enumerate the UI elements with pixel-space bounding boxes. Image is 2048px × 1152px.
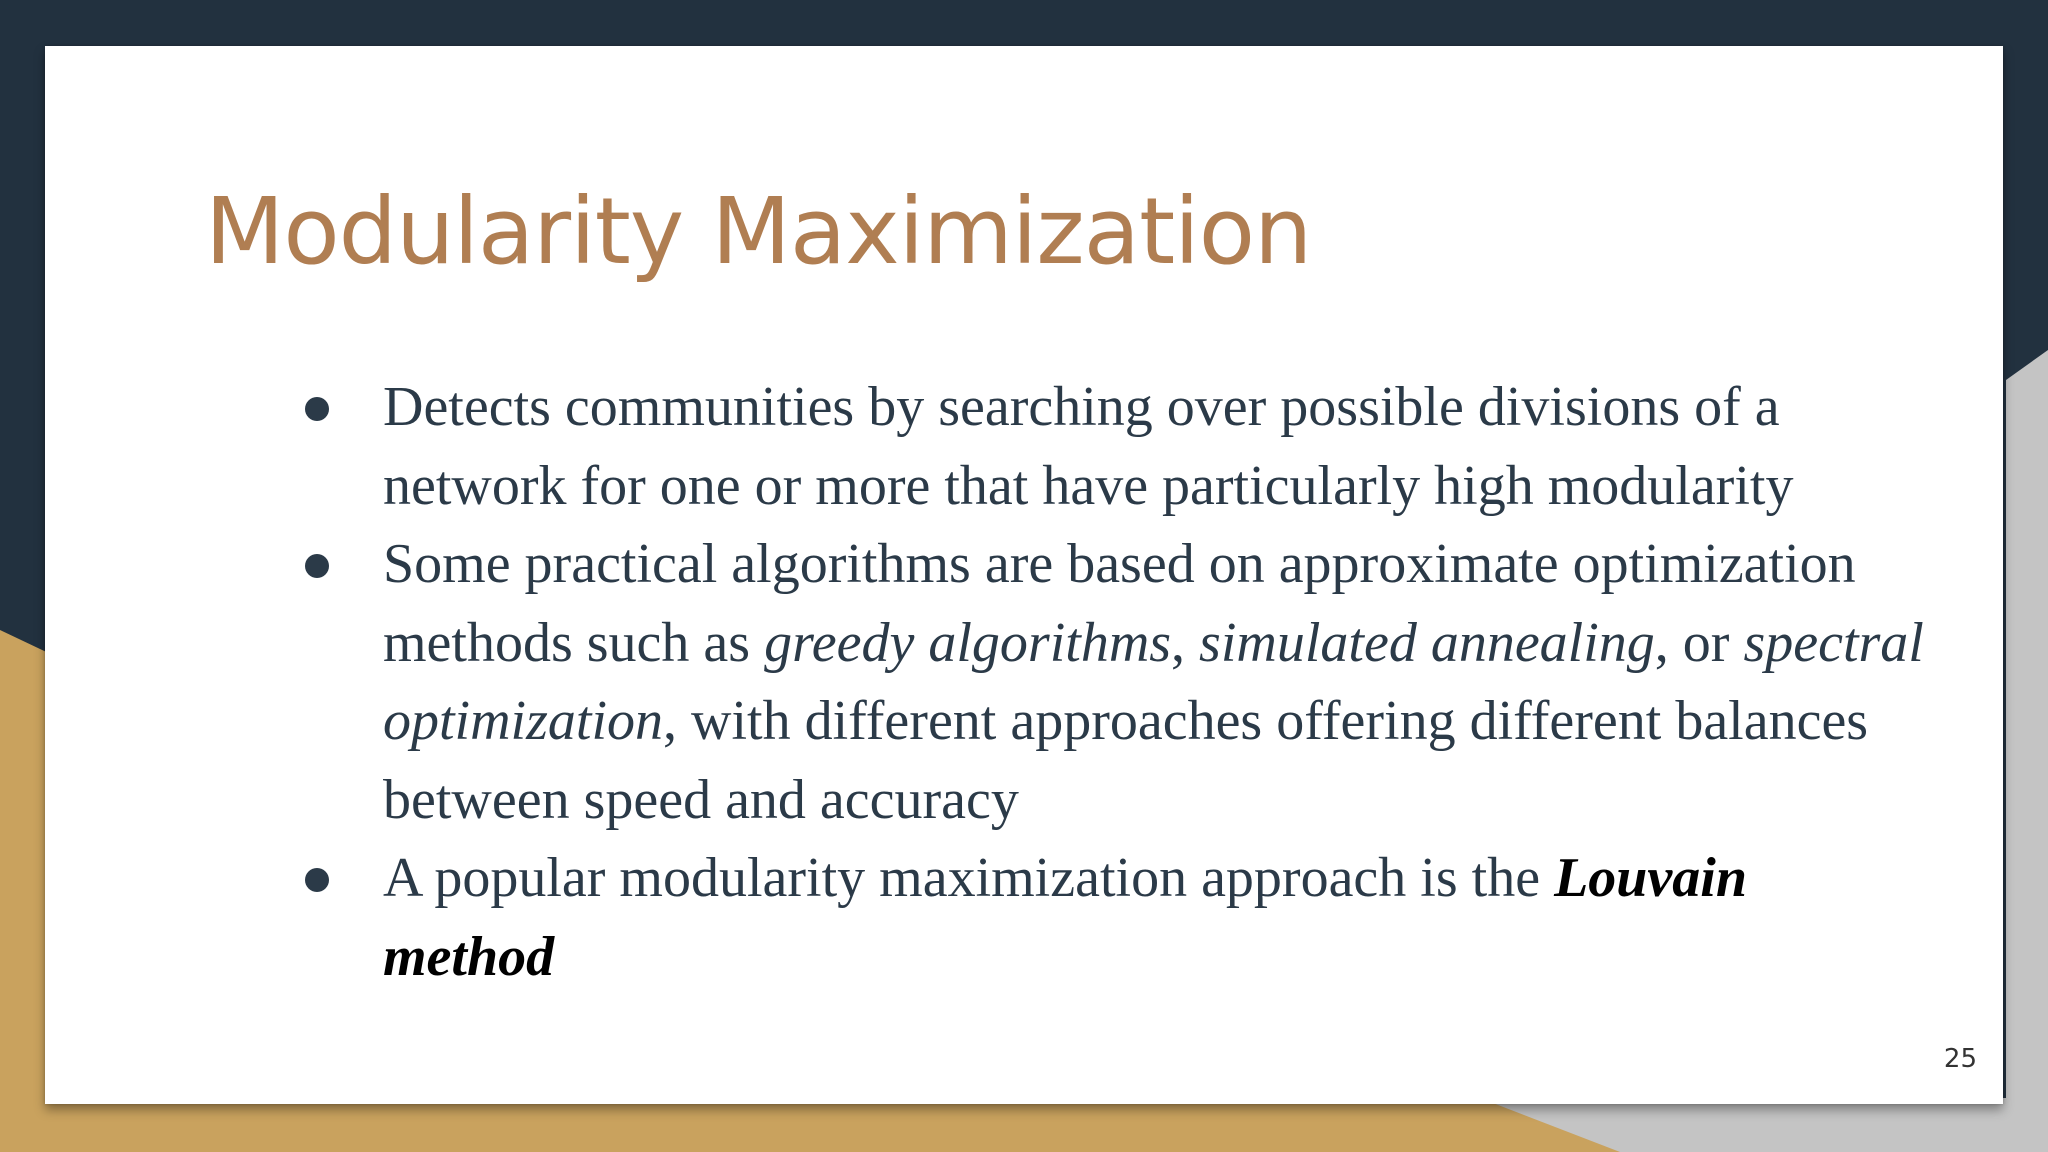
slide-title: Modularity Maximization	[205, 178, 1312, 285]
bullet-dot	[305, 397, 329, 421]
strong-emphasis-text: Louvain method	[383, 847, 1747, 988]
emphasis-text: spectral optimization	[383, 611, 1924, 752]
bullet-text: Some practical algorithms are based on approximate optimization methods such as	[383, 533, 1856, 674]
bullet-text: ,	[1171, 611, 1200, 674]
emphasis-text: greedy algorithms	[764, 611, 1172, 674]
bullet-text: , with different approaches offering different balances between speed and accuracy	[383, 690, 1869, 831]
bullet-item	[291, 839, 1931, 996]
bullet-text: A popular modularity maximization approach is the	[383, 847, 1555, 909]
gold-corner	[0, 1098, 1700, 1152]
bullet-text: , or	[1654, 611, 1744, 674]
page-number: 25	[1943, 1044, 1977, 1074]
bullet-text: Detects communities by searching over possible divisions of a network for one or more that have particularly high modularity	[383, 376, 1794, 517]
bullet-item	[291, 525, 1931, 839]
slide-canvas	[45, 46, 2003, 1104]
bullet-item	[291, 368, 1931, 525]
bullet-dot	[305, 868, 329, 892]
emphasis-text: simulated annealing	[1199, 611, 1655, 674]
bullet-list	[291, 368, 1931, 996]
bullet-dot	[305, 554, 329, 578]
